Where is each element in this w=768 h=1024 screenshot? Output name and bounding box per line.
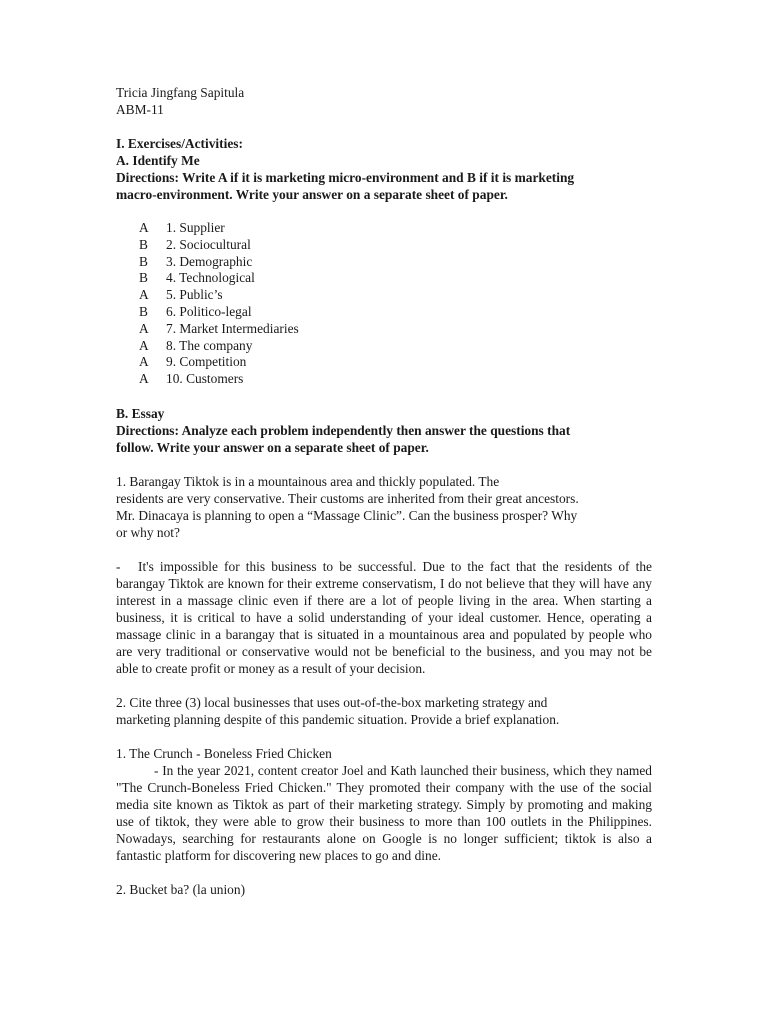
answer-item: 2. Sociocultural bbox=[166, 236, 251, 252]
answer-item: 8. The company bbox=[166, 337, 253, 353]
answer-row bbox=[139, 237, 652, 254]
answer-item: 6. Politico-legal bbox=[166, 303, 252, 319]
question1-line: Mr. Dinacaya is planning to open a “Massage Clinic”. Can the business prosper? Why bbox=[116, 507, 578, 523]
answer-row bbox=[139, 304, 652, 321]
answer-letter: B bbox=[139, 236, 148, 252]
answer-item: 3. Demographic bbox=[166, 253, 253, 269]
answer1-dash: - bbox=[116, 558, 121, 574]
answer-item: 5. Public’s bbox=[166, 287, 223, 303]
business1-paragraph: - In the year 2021, content creator Joel and Kath launched their business, which they named "The Crunch-Boneless Fried Chicken." They promoted their company with the use of the social media site known as Tiktok as part of their marketing strategy. Simply by promoting and making use of tiktok, they were able to grow their business to more than 100 outlets in the Philippines. Nowadays, searching for restaurants alone on Google is no longer sufficient; tiktok is also a fantastic platform for discovering new places to go and dine. bbox=[116, 762, 652, 863]
answer-row bbox=[139, 220, 652, 237]
answer-letter: A bbox=[139, 371, 149, 387]
answer-row bbox=[139, 338, 652, 355]
answer-item: 10. Customers bbox=[166, 371, 244, 387]
part1-directions-line1: Directions: Write A if it is marketing micro-environment and B if it is marketing bbox=[116, 170, 575, 185]
answer-letter: A bbox=[139, 287, 149, 303]
answer1-text: It's impossible for this business to be successful. Due to the fact that the residents of the barangay Tiktok are known for their extreme conservatism, I do not believe that they will have any interest in a massage clinic even if there are a lot of people living in the area. When starting a business, it is critical to have a solid understanding of your ideal customer. Hence, operating a massage clinic in a barangay that is situated in a mountainous area and populated by people who are very traditional or conservative would not be beneficial to the business, and you may not be able to create profit or money as a result of your decision. bbox=[116, 558, 652, 676]
answer-item: 4. Technological bbox=[166, 270, 255, 286]
answer-row bbox=[139, 254, 652, 271]
answer-row bbox=[139, 371, 652, 388]
answer-letter: B bbox=[139, 253, 148, 269]
answer-item: 9. Competition bbox=[166, 354, 247, 370]
answer1-paragraph bbox=[116, 558, 652, 677]
answer-letter: A bbox=[139, 337, 149, 353]
part1-title: I. Exercises/Activities: bbox=[116, 136, 243, 151]
answer-letter: B bbox=[139, 270, 148, 286]
question2-line: marketing planning despite of this pandemic situation. Provide a brief explanation. bbox=[116, 711, 560, 727]
part2-title: B. Essay bbox=[116, 405, 165, 421]
answer-item: 1. Supplier bbox=[166, 220, 225, 235]
question1-line: or why not? bbox=[116, 524, 180, 540]
question2-line: 2. Cite three (3) local businesses that uses out-of-the-box marketing strategy and bbox=[116, 694, 548, 710]
part1-subtitle: A. Identify Me bbox=[116, 153, 200, 168]
business1-title: 1. The Crunch - Boneless Fried Chicken bbox=[116, 745, 332, 761]
answer-row bbox=[139, 270, 652, 287]
answer-item: 7. Market Intermediaries bbox=[166, 320, 299, 336]
answer-letter: A bbox=[139, 220, 149, 235]
question1-line: 1. Barangay Tiktok is in a mountainous area and thickly populated. The bbox=[116, 473, 500, 489]
answer-letter: A bbox=[139, 354, 149, 370]
document-page bbox=[116, 84, 652, 898]
part1-directions-line2: macro-environment. Write your answer on a separate sheet of paper. bbox=[116, 187, 508, 202]
student-section: ABM-11 bbox=[116, 102, 164, 117]
answer-row bbox=[139, 287, 652, 304]
answer-list bbox=[139, 220, 652, 388]
business2-title: 2. Bucket ba? (la union) bbox=[116, 881, 246, 897]
answer-letter: A bbox=[139, 320, 149, 336]
part2-directions-line1: Directions: Analyze each problem independently then answer the questions that bbox=[116, 422, 571, 438]
student-name: Tricia Jingfang Sapitula bbox=[116, 85, 245, 100]
answer-row bbox=[139, 354, 652, 371]
question1-line: residents are very conservative. Their customs are inherited from their great ancestors. bbox=[116, 490, 579, 506]
part2-directions-line2: follow. Write your answer on a separate sheet of paper. bbox=[116, 439, 429, 455]
answer-row bbox=[139, 321, 652, 338]
answer-letter: B bbox=[139, 303, 148, 319]
